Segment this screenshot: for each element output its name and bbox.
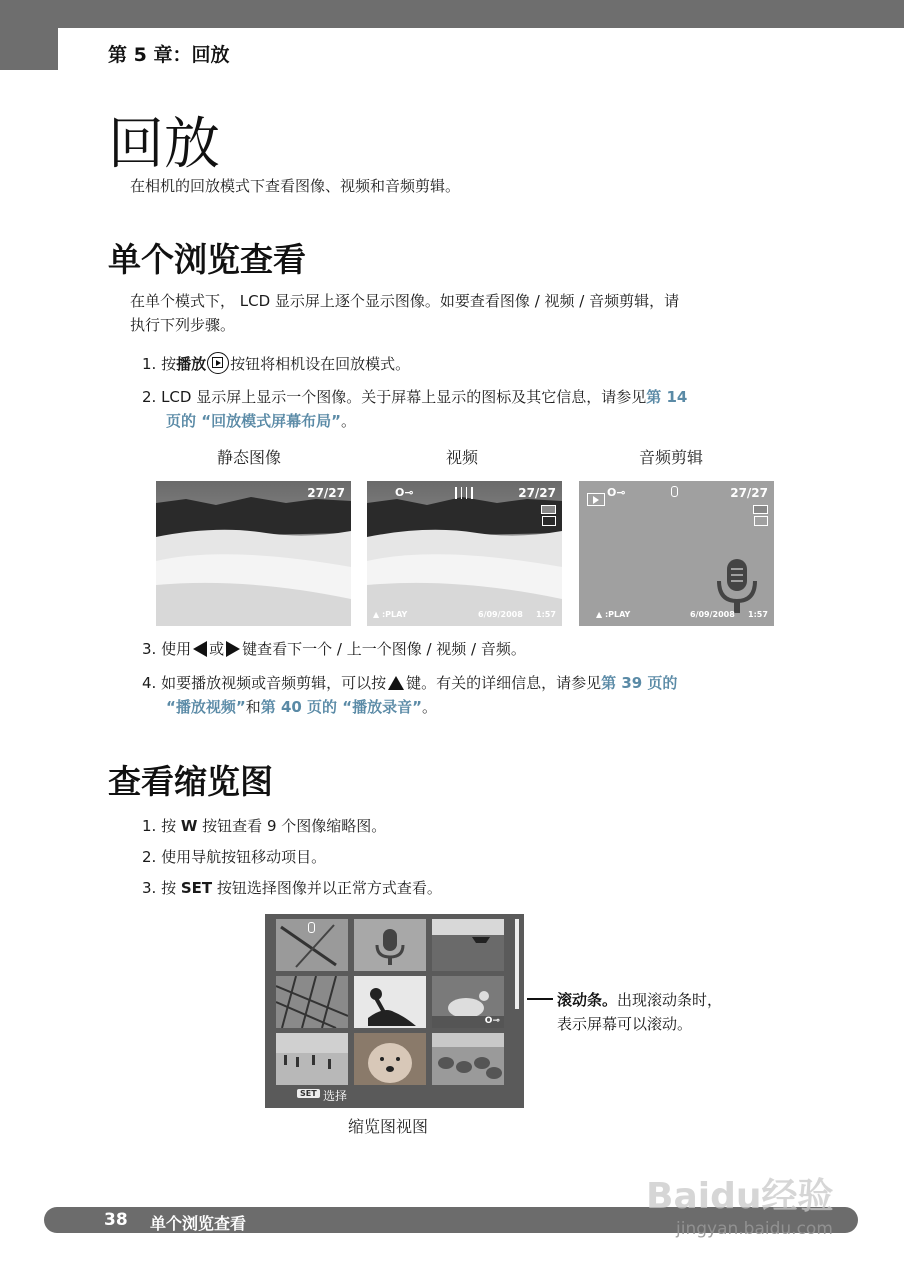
thumbnail-5[interactable] [354, 976, 426, 1028]
link-play-video[interactable]: “播放视频” [166, 698, 246, 716]
callout-line [527, 998, 553, 1000]
intro-text: 在相机的回放模式下查看图像、视频和音频剪辑。 [130, 177, 461, 195]
screen-still-image [156, 481, 351, 626]
microphone-icon [715, 557, 761, 617]
thumbnail-7[interactable] [276, 1033, 348, 1085]
chapter-title: 第 5 章：回放 [108, 44, 230, 66]
date-label: 6/09/2008 [478, 610, 523, 619]
mic-small-icon [308, 922, 315, 933]
date-label: 6/09/2008 [690, 610, 735, 619]
thumbnail-9[interactable] [432, 1033, 504, 1085]
play-mode-icon [587, 493, 605, 506]
time-label: 1:57 [536, 610, 556, 619]
set-badge: SET [297, 1089, 320, 1098]
frame-counter: 27/27 [307, 486, 345, 500]
card-icon [542, 516, 556, 526]
card-icon [754, 516, 768, 526]
thumbnail-6[interactable] [432, 976, 504, 1028]
frame-counter: 27/27 [730, 486, 768, 500]
screen-audio [579, 481, 774, 626]
landscape-image [156, 481, 351, 626]
thumbnail-1[interactable] [276, 919, 348, 971]
thumbnail-8[interactable] [354, 1033, 426, 1085]
step2-line2: 页的 “回放模式屏幕布局”。 [166, 412, 356, 430]
screen-video [367, 481, 562, 626]
protect-key-icon: O⊸ [607, 486, 626, 499]
scrollbar[interactable] [515, 919, 519, 1009]
film-icon [455, 487, 473, 499]
thumbnail-4[interactable] [276, 976, 348, 1028]
page-title: 回放 [108, 112, 220, 177]
step3: 3. 使用 或 键查看下一个 / 上一个图像 / 视频 / 音频。 [142, 640, 526, 658]
thumb-step2: 2. 使用导航按钮移动项目。 [142, 848, 327, 866]
step4-line1: 4. 如要播放视频或音频剪辑，可以按 键。有关的详细信息，请参见第 39 页的 [142, 674, 678, 692]
play-hint: ▲ :PLAY [373, 610, 408, 619]
header-bar [0, 0, 904, 28]
scrollbar-callout: 滚动条。出现滚动条时， 表示屏幕可以滚动。 [557, 991, 723, 1033]
caption-audio: 音频剪辑 [639, 448, 704, 467]
step2-line1: 2. LCD 显示屏上显示一个图像。关于屏幕上显示的图标及其它信息，请参见第 14 [142, 388, 688, 406]
section-heading-thumbnail: 查看缩览图 [108, 762, 273, 801]
landscape-video-frame [367, 481, 562, 626]
section-heading-single: 单个浏览查看 [108, 240, 306, 279]
frame-counter: 27/27 [518, 486, 556, 500]
select-label: 选择 [323, 1089, 348, 1103]
battery-icon [541, 505, 556, 514]
watermark-logo: Baidu经验 [646, 1176, 834, 1217]
caption-still: 静态图像 [217, 448, 282, 467]
section1-para-line2: 执行下列步骤。 [130, 316, 236, 334]
protect-key-icon: O⊸ [484, 1016, 500, 1026]
mic-small-icon [671, 486, 678, 497]
thumb-step3: 3. 按 SET 按钮选择图像并以正常方式查看。 [142, 879, 442, 897]
page-number: 38 [104, 1210, 128, 1230]
right-arrow-icon [226, 641, 240, 657]
footer-section: 单个浏览查看 [150, 1214, 247, 1233]
link-page14[interactable]: 第 14 [646, 388, 688, 406]
watermark-url: jingyan.baidu.com [676, 1219, 833, 1239]
thumbnail-2[interactable] [354, 919, 426, 971]
link-page39[interactable]: 第 39 页的 [601, 674, 678, 692]
step4-line2: “播放视频”和第 40 页的 “播放录音”。 [166, 698, 438, 716]
header-block [0, 0, 58, 70]
time-label: 1:57 [748, 610, 768, 619]
microphone-icon [354, 919, 426, 971]
play-button-icon [207, 352, 229, 374]
caption-video: 视频 [446, 448, 479, 467]
left-arrow-icon [193, 641, 207, 657]
protect-key-icon: O⊸ [395, 486, 414, 499]
thumb-step1: 1. 按 W 按钮查看 9 个图像缩略图。 [142, 817, 387, 835]
thumbnail-3[interactable] [432, 919, 504, 971]
caption-thumbnail-view: 缩览图视图 [348, 1117, 429, 1136]
play-hint: ▲ :PLAY [596, 610, 631, 619]
step1: 1. 按播放 按钮将相机设在回放模式。 [142, 352, 410, 376]
up-arrow-icon [388, 676, 404, 690]
thumbnail-view-screen [265, 914, 524, 1108]
section1-para-line1: 在单个模式下， LCD 显示屏上逐个显示图像。如要查看图像 / 视频 / 音频剪辑，请 [130, 292, 680, 310]
link-page40[interactable]: 第 40 页的 “播放录音” [260, 698, 422, 716]
link-playback-layout[interactable]: 页的 “回放模式屏幕布局” [166, 412, 341, 430]
battery-icon [753, 505, 768, 514]
